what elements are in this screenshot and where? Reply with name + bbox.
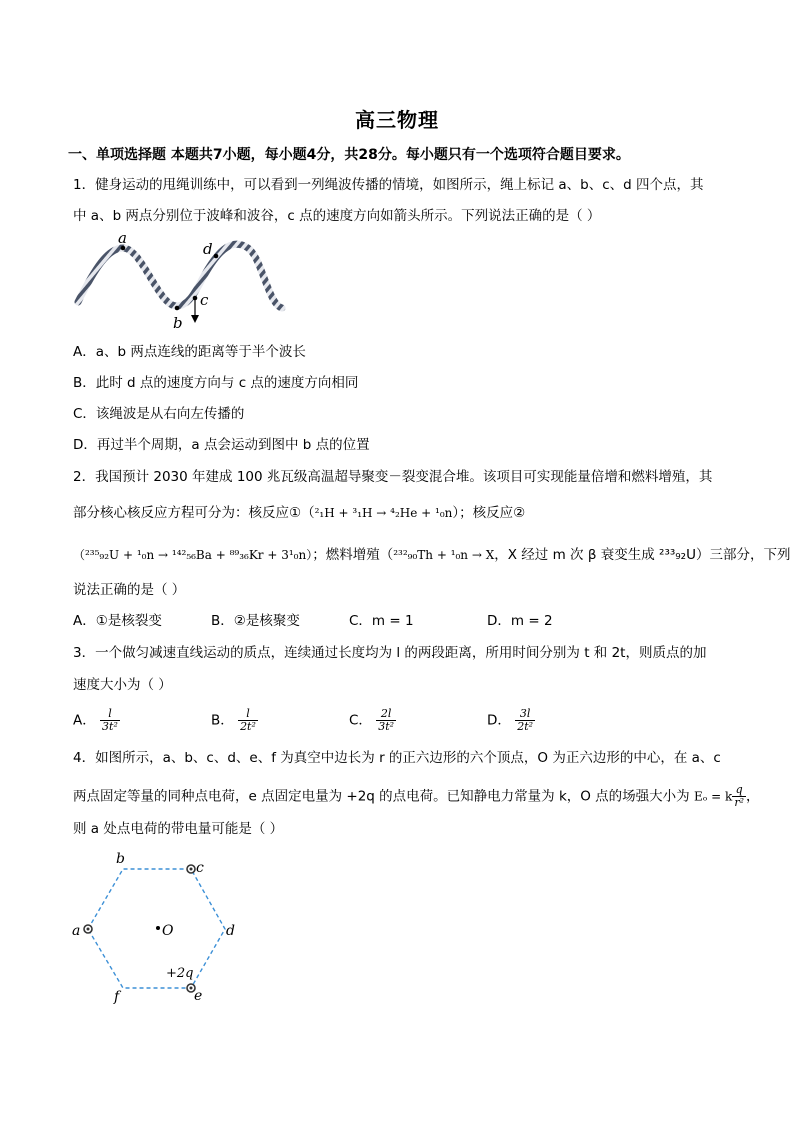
vertex-label-d: d bbox=[226, 923, 235, 939]
q2-option-a: A．①是核裂变 bbox=[73, 613, 162, 629]
q2-option-b: B．②是核聚变 bbox=[211, 613, 300, 629]
q1-option-b: B．此时 d 点的速度方向与 c 点的速度方向相同 bbox=[73, 375, 359, 391]
q3-option-d-fraction bbox=[515, 708, 535, 733]
q3-option-b bbox=[211, 708, 258, 733]
q2-line3-tail: ，X 经过 m 次 β 衰变生成 ²³³₉₂U）三部分，下列 bbox=[494, 547, 791, 563]
center-o-dot bbox=[156, 926, 160, 930]
fraction-denominator: 2t² bbox=[240, 720, 256, 733]
vertex-label-b: b bbox=[116, 851, 125, 867]
label-c: c bbox=[200, 291, 209, 309]
q3-option-d-label: D． bbox=[487, 712, 511, 729]
q3-option-a-label: A． bbox=[73, 712, 96, 729]
q1-option-c: C．该绳波是从右向左传播的 bbox=[73, 406, 245, 422]
q3-option-b-fraction bbox=[238, 708, 258, 733]
q2-line2-mid: ）；核反应② bbox=[452, 505, 526, 521]
q2-stem-line4: 说法正确的是（ ） bbox=[73, 582, 186, 598]
q3-option-c bbox=[349, 708, 396, 733]
point-d-dot bbox=[214, 254, 219, 259]
q1-option-a: A．a、b 两点连线的距离等于半个波长 bbox=[73, 344, 306, 360]
reaction-2: （²³⁵₉₂U + ¹₀n → ¹⁴²₅₆Ba + ⁸⁹₃₆Kr + 3¹₀n） bbox=[73, 548, 313, 562]
fraction-numerator: l bbox=[238, 708, 258, 721]
q2-stem-line2 bbox=[73, 503, 525, 523]
reaction-3: ²³²₉₀Th + ¹₀n → X bbox=[393, 548, 495, 562]
q1-stem-line2: 中 a、b 两点分别位于波峰和波谷，c 点的速度方向如箭头所示。下列说法正确的是（ ） bbox=[73, 208, 601, 224]
fraction-denominator: 3t² bbox=[378, 720, 395, 733]
q4-stem-line3: 则 a 处点电荷的带电量可能是（ ） bbox=[73, 821, 284, 837]
q1-option-d: D．再过半个周期，a 点会运动到图中 b 点的位置 bbox=[73, 437, 370, 453]
q4-hexagon-figure bbox=[66, 848, 256, 1008]
field-formula-lhs: Eₒ = k bbox=[693, 789, 733, 804]
q2-option-c: C．m = 1 bbox=[349, 613, 414, 629]
c-arrow-head bbox=[191, 315, 199, 323]
label-d: d bbox=[203, 240, 213, 258]
q2-stem-line1: 2．我国预计 2030 年建成 100 兆瓦级高温超导聚变－裂变混合堆。该项目可实现能量倍增和燃料增殖，其 bbox=[73, 469, 713, 485]
charge-c-core bbox=[190, 868, 193, 871]
charge-a-core bbox=[87, 928, 90, 931]
reaction-1: ²₁H + ³₁H → ⁴₂He + ¹₀n bbox=[314, 506, 453, 520]
fraction-numerator: 2l bbox=[376, 708, 396, 721]
q4-line2-prefix: 两点固定等量的同种点电荷，e 点固定电量为 +2q 的点电荷。已知静电力常量为 k，O 点的场强大小为 bbox=[73, 788, 694, 805]
center-label-o: O bbox=[162, 923, 174, 939]
fraction-numerator: l bbox=[100, 708, 120, 721]
vertex-label-a: a bbox=[72, 923, 81, 939]
rope-wave bbox=[78, 244, 282, 308]
q3-option-a bbox=[73, 708, 120, 733]
charge-label-2q: +2q bbox=[166, 966, 194, 981]
label-a: a bbox=[118, 229, 127, 247]
vertex-label-e: e bbox=[194, 988, 203, 1004]
q4-stem-line1: 4．如图所示，a、b、c、d、e、f 为真空中边长为 r 的正六边形的六个顶点，O 为正六边形的中心，在 a、c bbox=[73, 750, 721, 766]
q2-stem-line3 bbox=[73, 545, 790, 565]
q4-stem-line2 bbox=[73, 784, 759, 809]
q2-line2-prefix: 部分核心核反应方程可分为：核反应①（ bbox=[73, 505, 315, 521]
fraction-denominator: 2t² bbox=[517, 720, 534, 733]
vertex-label-c: c bbox=[196, 860, 204, 876]
label-b: b bbox=[173, 314, 183, 332]
page-title: 高三物理 bbox=[355, 108, 439, 132]
q3-stem-line1: 3．一个做匀减速直线运动的质点，连续通过长度均为 l 的两段距离，所用时间分别为 t 和 2t，则质点的加 bbox=[73, 645, 707, 661]
q3-stem-line2: 速度大小为（ ） bbox=[73, 677, 172, 693]
vertex-label-f: f bbox=[114, 989, 120, 1005]
q4-line2-suffix: ， bbox=[745, 788, 760, 805]
q1-stem-line1: 1．健身运动的甩绳训练中，可以看到一列绳波传播的情境，如图所示，绳上标记 a、b、c、d 四个点，其 bbox=[73, 177, 704, 193]
fraction-numerator: 3l bbox=[515, 708, 535, 721]
fraction-denominator: 3t² bbox=[102, 720, 118, 733]
q3-option-a-fraction bbox=[100, 708, 120, 733]
q3-option-b-label: B． bbox=[211, 712, 234, 729]
q2-line3-mid: ；燃料增殖（ bbox=[312, 547, 394, 563]
q3-option-c-fraction bbox=[376, 708, 396, 733]
charge-e-core bbox=[190, 987, 193, 990]
q2-option-d: D．m = 2 bbox=[487, 613, 553, 629]
field-formula-fraction bbox=[732, 784, 746, 809]
fraction-numerator: q bbox=[732, 784, 746, 797]
point-b-dot bbox=[175, 306, 180, 311]
section-heading: 一、单项选择题 本题共7小题，每小题4分，共28分。每小题只有一个选项符合题目要求。 bbox=[68, 147, 630, 163]
fraction-denominator: r² bbox=[734, 796, 744, 809]
q3-option-d bbox=[487, 708, 535, 733]
q1-rope-wave-figure bbox=[70, 228, 290, 338]
q3-option-c-label: C． bbox=[349, 712, 372, 729]
